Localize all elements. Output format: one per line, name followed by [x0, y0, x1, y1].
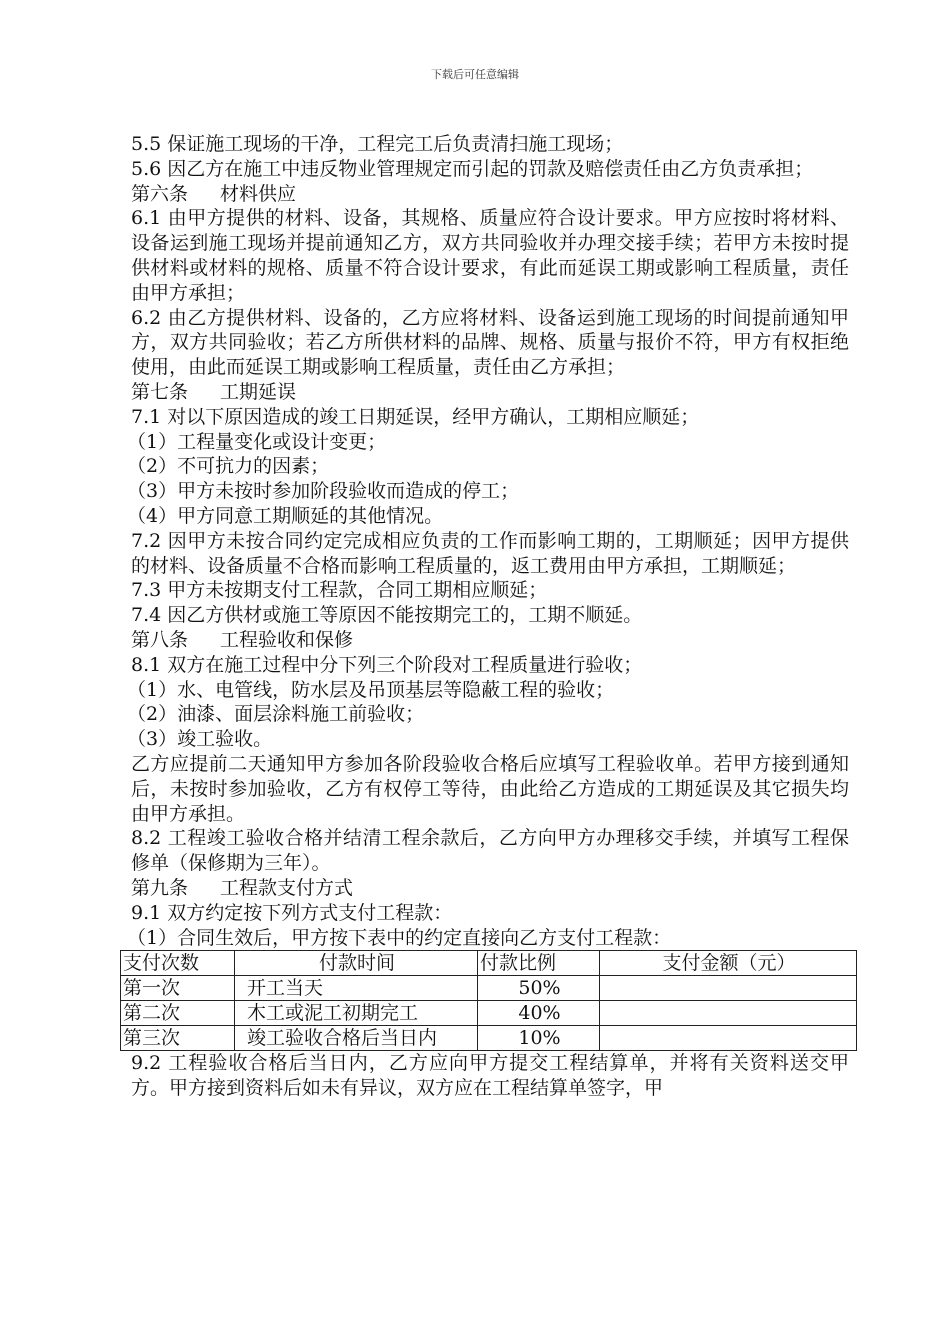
- table-header-row: [121, 951, 857, 976]
- article-6-heading: [131, 182, 849, 207]
- article-8-number: 第八条: [131, 628, 189, 651]
- clause-8-2: 8.2 工程竣工验收合格并结清工程余款后，乙方向甲方办理移交手续，并填写工程保修单（保修期为三年）。: [131, 827, 849, 875]
- clause-8-1-notice: 乙方应提前二天通知甲方参加各阶段验收合格后应填写工程验收单。若甲方接到通知后，未按时参加验收，乙方有权停工等待，由此给乙方造成的工期延误及其它损失均由甲方承担。: [131, 752, 849, 825]
- clause-7-3: 7.3 甲方未按期支付工程款，合同工期相应顺延；: [131, 579, 548, 602]
- article-7-heading: [131, 380, 849, 405]
- article-8-title: 工程验收和保修: [220, 628, 354, 651]
- list-item: （3）竣工验收。: [127, 728, 273, 751]
- list-item: （3）甲方未按时参加阶段验收而造成的停工；: [127, 480, 520, 503]
- list-item: （1）水、电管线，防水层及吊顶基层等隐蔽工程的验收；: [127, 678, 615, 701]
- clause-6-1: 6.1 由甲方提供的材料、设备，其规格、质量应符合设计要求。甲方应按时将材料、设备运到施工现场并提前通知乙方，双方共同验收并办理交接手续；若甲方未按时提供材料或材料的规格、质量不符合设计要求，有此而延误工期或影响工程质量，责任由甲方承担；: [131, 207, 849, 304]
- clause-6-2: 6.2 由乙方提供材料、设备的，乙方应将材料、设备运到施工现场的时间提前通知甲方，双方共同验收；若乙方所供材料的品牌、规格、质量与报价不符，甲方有权拒绝使用，由此而延误工期或影响工程质量，责任由乙方承担；: [131, 306, 849, 379]
- article-6-title: 材料供应: [220, 182, 297, 205]
- table-cell: 第一次: [121, 976, 235, 1001]
- clause-7-2: 7.2 因甲方未按合同约定完成相应负责的工作而影响工期的，工期顺延；因甲方提供的材料、设备质量不合格而影响工程质量的，返工费用由甲方承担，工期顺延；: [131, 529, 849, 577]
- header-cell: 付款时间: [235, 951, 478, 976]
- table-cell: 50%: [478, 976, 600, 1001]
- payment-schedule-table: [120, 950, 857, 1051]
- table-row: [121, 1026, 857, 1051]
- table-cell: [600, 1001, 857, 1026]
- clause-9-2: 9.2 工程验收合格后当日内，乙方应向甲方提交工程结算单，并将有关资料送交甲方。甲方接到资料后如未有异议，双方应在工程结算单签字，甲: [131, 1052, 849, 1100]
- article-8-heading: [131, 628, 849, 653]
- table-cell: 竣工验收合格后当日内: [235, 1026, 478, 1051]
- list-item: （2）油漆、面层涂料施工前验收；: [127, 703, 425, 726]
- page-header-note: 下载后可任意编辑: [431, 68, 519, 81]
- clause-8-1: 8.1 双方在施工过程中分下列三个阶段对工程质量进行验收；: [131, 653, 643, 676]
- article-7-title: 工期延误: [220, 380, 297, 403]
- table-row: [121, 1001, 857, 1026]
- list-item: （2）不可抗力的因素；: [127, 455, 330, 478]
- table-cell: [600, 1026, 857, 1051]
- list-item: （1）工程量变化或设计变更；: [127, 430, 387, 453]
- header-cell: 支付次数: [121, 951, 235, 976]
- article-9-title: 工程款支付方式: [220, 876, 354, 899]
- clause-5-6: 5.6 因乙方在施工中违反物业管理规定而引起的罚款及赔偿责任由乙方负责承担；: [131, 157, 814, 180]
- article-9-heading: [131, 876, 849, 901]
- document-body: [123, 132, 849, 1101]
- list-item: （4）甲方同意工期顺延的其他情况。: [127, 504, 444, 527]
- table-cell: 第二次: [121, 1001, 235, 1026]
- article-6-number: 第六条: [131, 182, 189, 205]
- table-cell: 开工当天: [235, 976, 478, 1001]
- clause-9-1-sub: （1）合同生效后，甲方按下表中的约定直接向乙方支付工程款：: [127, 926, 672, 949]
- table-row: [121, 976, 857, 1001]
- table-cell: 10%: [478, 1026, 600, 1051]
- clause-5-5: 5.5 保证施工现场的干净，工程完工后负责清扫施工现场；: [131, 133, 624, 155]
- table-cell: 40%: [478, 1001, 600, 1026]
- article-7-number: 第七条: [131, 380, 189, 403]
- clause-7-1: 7.1 对以下原因造成的竣工日期延误，经甲方确认，工期相应顺延；: [131, 405, 700, 428]
- header-cell: 付款比例: [478, 951, 600, 976]
- article-9-number: 第九条: [131, 876, 189, 899]
- clause-9-1: 9.1 双方约定按下列方式支付工程款：: [131, 901, 453, 924]
- table-cell: [600, 976, 857, 1001]
- clause-7-4: 7.4 因乙方供材或施工等原因不能按期完工的，工期不顺延。: [131, 604, 643, 627]
- table-cell: 木工或泥工初期完工: [235, 1001, 478, 1026]
- table-cell: 第三次: [121, 1026, 235, 1051]
- header-cell: 支付金额（元）: [600, 951, 857, 976]
